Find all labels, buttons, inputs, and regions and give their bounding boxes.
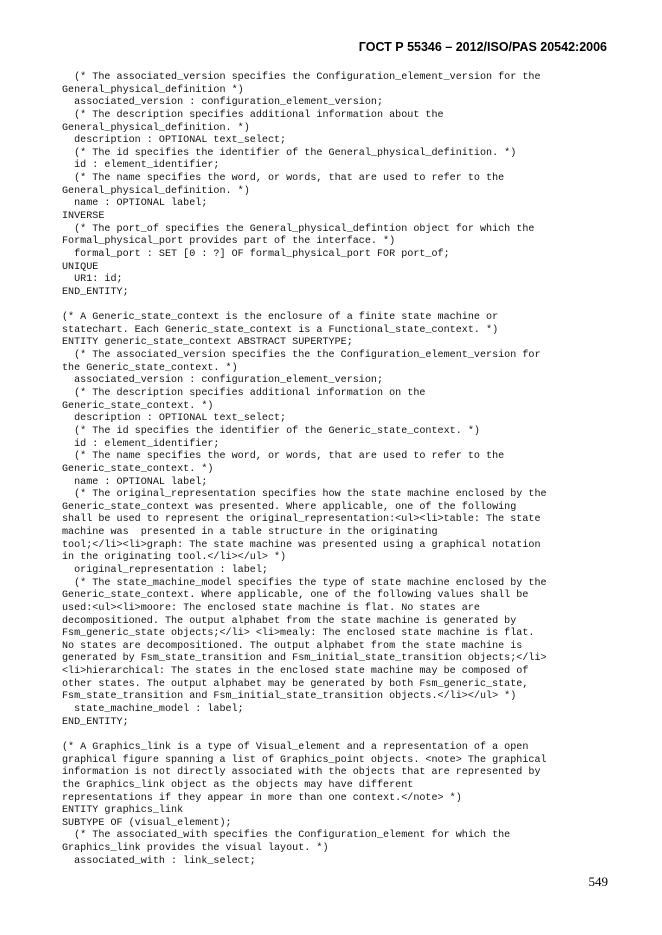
code-line: id : element_identifier;	[62, 160, 220, 172]
code-line: Generic_state_context. Where applicable, one of the following values shall be	[62, 590, 529, 602]
code-line: generated by Fsm_state_transition and Fsm_initial_state_transition objects;</li>	[62, 653, 547, 665]
code-line: name : OPTIONAL label;	[62, 198, 208, 210]
code-line: General_physical_definition. *)	[62, 122, 250, 134]
code-line: machine was presented in a table structure in the originating	[62, 527, 438, 539]
code-line: ENTITY generic_state_context ABSTRACT SUPERTYPE;	[62, 337, 353, 349]
code-line: associated_with : link_select;	[62, 855, 256, 867]
code-line: ENTITY graphics_link	[62, 805, 184, 817]
code-line: other states. The output alphabet may be generated by both Fsm_generic_state,	[62, 678, 529, 690]
code-line: (* The name specifies the word, or words, that are used to refer to the	[62, 173, 505, 185]
code-line: No states are decompositioned. The output alphabet from the state machine is	[62, 640, 523, 652]
code-line: SUBTYPE OF (visual_element);	[62, 817, 232, 829]
code-line: the Graphics_link object as the objects may have different	[62, 779, 414, 791]
code-line: representations if they appear in more than one context.</note> *)	[62, 792, 462, 804]
code-line: tool;</li><li>graph: The state machine was presented using a graphical notation	[62, 539, 541, 551]
code-line: statechart. Each Generic_state_context is a Functional_state_context. *)	[62, 324, 499, 336]
document-header: ГОСТ Р 55346 – 2012/ISO/PAS 20542:2006	[358, 40, 607, 54]
code-line: name : OPTIONAL label;	[62, 476, 208, 488]
code-line: in the originating tool.</li></ul> *)	[62, 552, 287, 564]
code-line: shall be used to represent the original_representation:<ul><li>table: The state	[62, 514, 541, 526]
code-line: graphical figure spanning a list of Graphics_point objects. <note> The graphical	[62, 754, 547, 766]
code-line: <li>hierarchical: The states in the enclosed state machine may be composed of	[62, 666, 529, 678]
code-line: END_ENTITY;	[62, 716, 129, 728]
code-line: Fsm_generic_state objects;</li> <li>mealy: The enclosed state machine is flat.	[62, 628, 535, 640]
code-line: INVERSE	[62, 211, 105, 223]
code-line: (* A Graphics_link is a type of Visual_element and a representation of a open	[62, 741, 529, 753]
code-line: END_ENTITY;	[62, 286, 129, 298]
code-line: original_representation : label;	[62, 564, 268, 576]
code-line: information is not directly associated with the objects that are represented by	[62, 767, 541, 779]
code-line: Generic_state_context. *)	[62, 463, 214, 475]
code-line: (* The port_of specifies the General_physical_defintion object for which the	[62, 223, 535, 235]
code-line: Formal_physical_port provides part of the interface. *)	[62, 236, 396, 248]
code-line: (* The original_representation specifies how the state machine enclosed by the	[62, 489, 547, 501]
code-line: associated_version : configuration_element_version;	[62, 375, 384, 387]
code-line: (* The state_machine_model specifies the type of state machine enclosed by the	[62, 577, 547, 589]
code-line: UR1: id;	[62, 274, 123, 286]
code-line: (* The associated_with specifies the Configuration_element for which the	[62, 830, 511, 842]
code-line	[62, 729, 622, 742]
code-line: Graphics_link provides the visual layout. *)	[62, 843, 329, 855]
code-line: Generic_state_context was presented. Where applicable, one of the following	[62, 501, 517, 513]
code-line: state_machine_model : label;	[62, 704, 244, 716]
code-line: UNIQUE	[62, 261, 99, 273]
code-line: used:<ul><li>moore: The enclosed state machine is flat. No states are	[62, 602, 480, 614]
code-line: (* The associated_version specifies the the Configuration_element_version for	[62, 350, 541, 362]
code-line: description : OPTIONAL text_select;	[62, 413, 287, 425]
code-line: (* The id specifies the identifier of the General_physical_definition. *)	[62, 147, 517, 159]
code-line: formal_port : SET [0 : ?] OF formal_physical_port FOR port_of;	[62, 248, 450, 260]
code-line: (* A Generic_state_context is the enclosure of a finite state machine or	[62, 312, 499, 324]
code-line: id : element_identifier;	[62, 438, 220, 450]
code-line: General_physical_definition *)	[62, 84, 244, 96]
code-line: the Generic_state_context. *)	[62, 362, 238, 374]
express-code-block	[62, 72, 622, 868]
page-number: 549	[588, 874, 608, 889]
code-line: Fsm_state_transition and Fsm_initial_state_transition objects.</li></ul> *)	[62, 691, 517, 703]
code-line: (* The name specifies the word, or words, that are used to refer to the	[62, 451, 505, 463]
code-line: Generic_state_context. *)	[62, 400, 214, 412]
code-line: associated_version : configuration_element_version;	[62, 97, 384, 109]
code-line: (* The description specifies additional information about the	[62, 109, 444, 121]
code-line: (* The id specifies the identifier of the Generic_state_context. *)	[62, 425, 480, 437]
code-line: (* The associated_version specifies the Configuration_element_version for the	[62, 72, 541, 83]
code-line: (* The description specifies additional information on the	[62, 388, 426, 400]
code-line	[62, 300, 622, 313]
code-line: decompositioned. The output alphabet from the state machine is generated by	[62, 615, 517, 627]
code-line: General_physical_definition. *)	[62, 185, 250, 197]
code-line: description : OPTIONAL text_select;	[62, 135, 287, 147]
